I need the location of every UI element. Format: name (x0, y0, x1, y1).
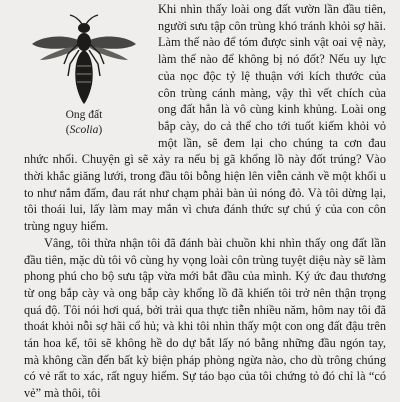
figure-caption (24, 108, 144, 138)
paragraph-2: Vâng, tôi thừa nhận tôi đã đánh bài chuồn khi nhìn thấy ong đất lần đầu tiên, mặc dù tôi vô cùng hy vọng loài côn trùng tuyệt diệu này sẽ làm phong phú cho bộ sưu tập vừa mới bắt đầu của mình. Ký ức đau thương từ ong bắp cày và ong bắp cày khổng lồ đã khiến tôi trở nên thận trọng quá độ. Tôi nói hơi quá, bởi trải qua thực tiễn nhiều năm, hôm nay tôi đã thoát khỏi nỗi sợ hãi cổ hủ; và khi tôi nhìn thấy một con ong đất đậu trên tán hoa kế, tôi sẽ không hề do dự bắt lấy nó bằng những đầu ngón tay, mà không cần đến bất kỳ biện pháp phòng ngừa nào, cho dù trông chúng có vẻ rất to xác, rất nguy hiểm. Sự táo bạo của tôi chứng tỏ đó chỉ là “có vẻ” mà thôi, tôi (24, 235, 386, 401)
caption-latin-name: (Scolia) (65, 124, 103, 136)
caption-common-name: Ong đất (65, 109, 103, 121)
wasp-illustration-icon (28, 14, 140, 106)
figure-wasp (24, 14, 144, 138)
paragraph-1: Khi nhìn thấy loài ong đất vườn lần đầu tiên, người sưu tập côn trùng khó tránh khỏi sợ hãi. Làm thế nào để tóm được sinh vật oai vệ này, làm thế nào để không bị nó đốt? Nếu uy lực của nọc độc tỷ lệ thuận với kích thước của côn trùng cánh màng, vậy thì vết chích của ong đất hẳn là vô cùng kinh khủng. Loài ong bắp cày, do cả thể cho tới tuốt kiếm khỏi vỏ một lần, sẽ đem lại cho chúng ta cơn đau nhức nhối. Chuyện gì sẽ xảy ra nếu bị gã khổng lồ này đốt trúng? Vào thời khắc giăng lưới, trong đầu tôi bỗng hiện lên viễn cảnh về một khối u to như nắm đấm, đau rát như chạm phải bàn ủi nóng đỏ. Và tôi dừng lại, tôi thoái lui, lấy làm may mắn vì chưa đánh thức sự chú ý của con côn trùng nguy hiểm. (24, 2, 386, 234)
